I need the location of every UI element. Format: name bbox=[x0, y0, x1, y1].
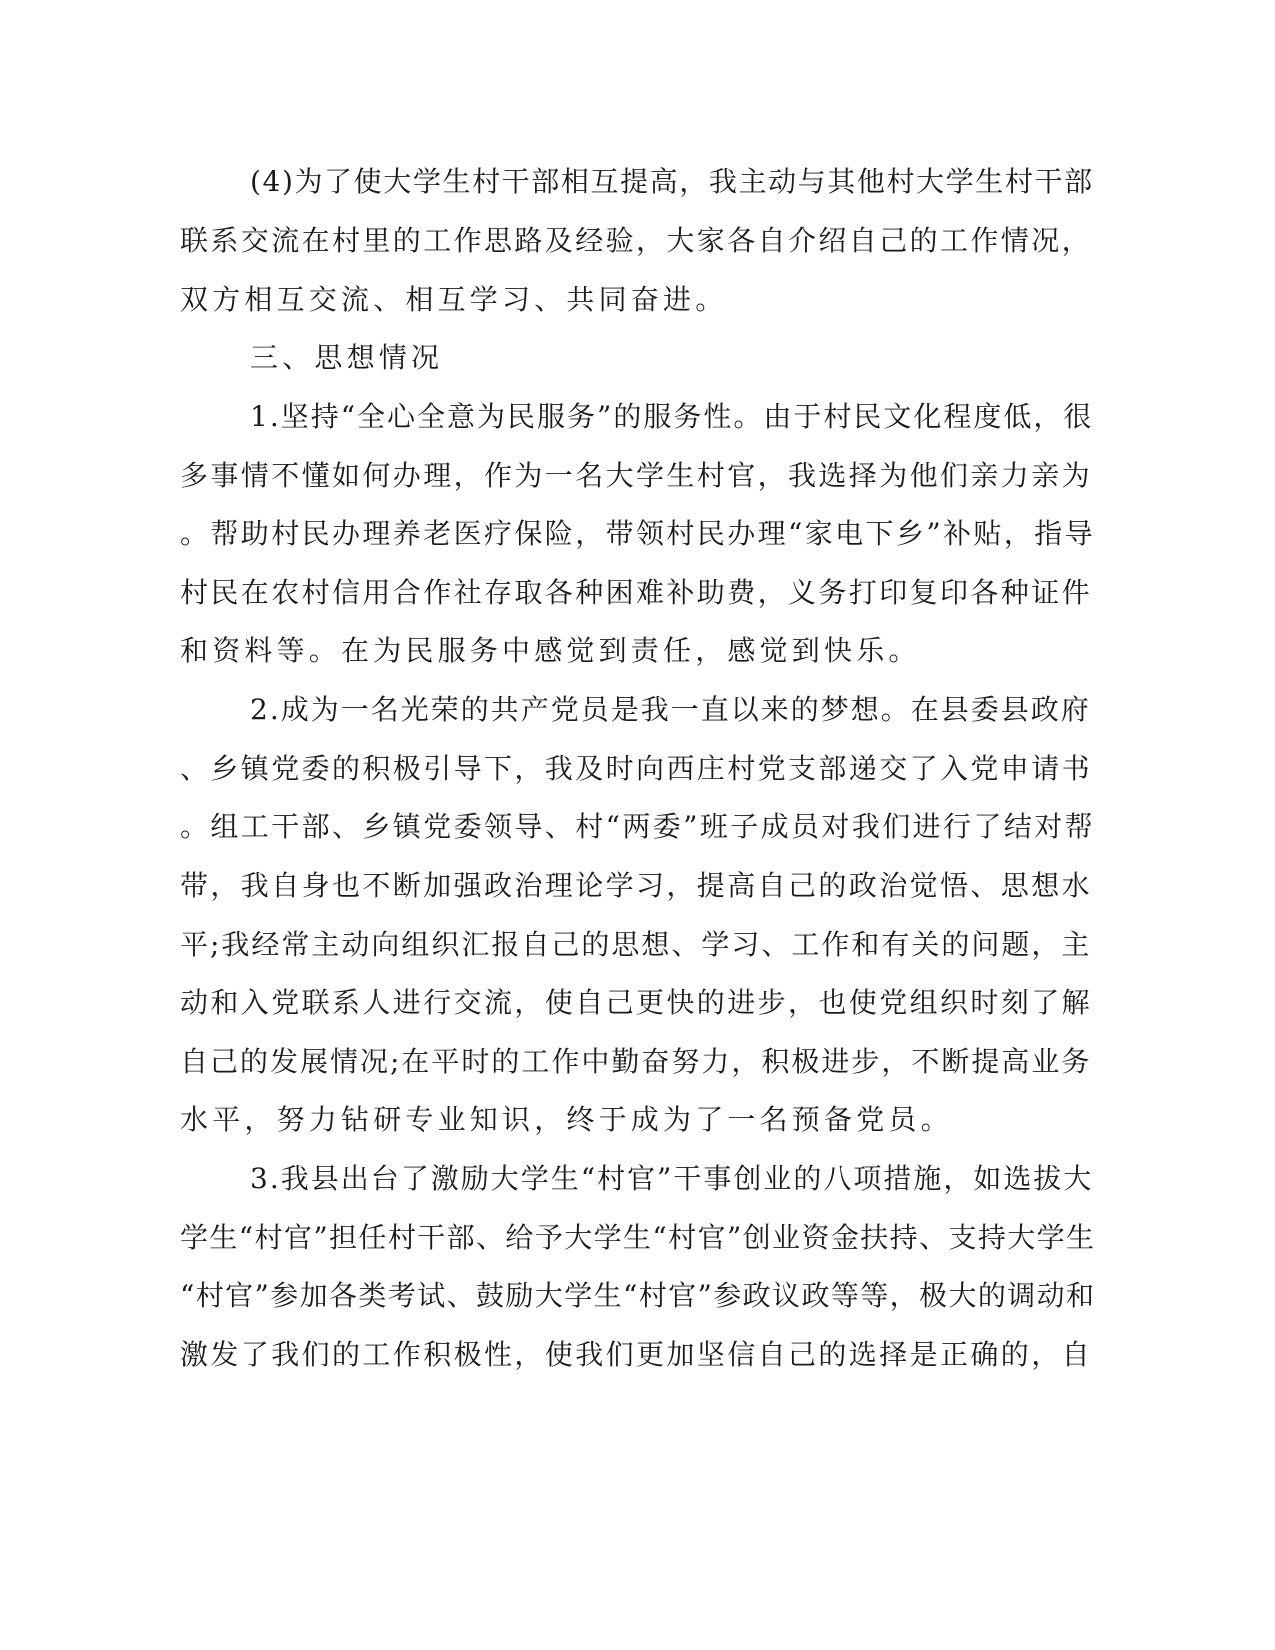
text-line: 激发了我们的工作积极性，使我们更加坚信自己的选择是正确的，自 bbox=[180, 1338, 1093, 1371]
text-line: “村官”参加各类考试、鼓励大学生“村官”参政议政等等，极大的调动和 bbox=[180, 1279, 1096, 1312]
text-line: 和资料等。在为民服务中感觉到责任，感觉到快乐。 bbox=[180, 634, 921, 667]
text-line: 2.成为一名光荣的共产党员是我一直以来的梦想。在县委县政府 bbox=[250, 693, 1091, 726]
text-line: 自己的发展情况;在平时的工作中勤奋努力，积极进步，不断提高业务 bbox=[180, 1045, 1092, 1078]
text-line: 双方相互交流、相互学习、共同奋进。 bbox=[180, 283, 728, 316]
text-line: 水平，努力钻研专业知识，终于成为了一名预备党员。 bbox=[180, 1103, 953, 1136]
text-line: 。帮助村民办理养老医疗保险，带领村民办理“家电下乡”补贴，指导 bbox=[180, 517, 1096, 550]
text-line: (4)为了使大学生村干部相互提高，我主动与其他村大学生村干部 bbox=[250, 165, 1094, 198]
text-line: 动和入党联系人进行交流，使自己更快的进步，也使党组织时刻了解 bbox=[180, 986, 1093, 1019]
section-heading: 三、思想情况 bbox=[250, 341, 444, 374]
text-line: 村民在农村信用合作社存取各种困难补助费，义务打印复印各种证件 bbox=[180, 576, 1093, 609]
text-line: 学生“村官”担任村干部、给予大学生“村官”创业资金扶持、支持大学生 bbox=[180, 1221, 1096, 1254]
text-line: 联系交流在村里的工作思路及经验，大家各自介绍自己的工作情况， bbox=[180, 224, 1093, 257]
text-line: 。组工干部、乡镇党委领导、村“两委”班子成员对我们进行了结对帮 bbox=[180, 810, 1096, 843]
text-line: 带，我自身也不断加强政治理论学习，提高自己的政治觉悟、思想水 bbox=[180, 869, 1093, 902]
text-line: 平;我经常主动向组织汇报自己的思想、学习、工作和有关的问题，主 bbox=[180, 928, 1092, 961]
text-line: 多事情不懂如何办理，作为一名大学生村官，我选择为他们亲力亲为 bbox=[180, 459, 1093, 492]
text-line: 、乡镇党委的积极引导下，我及时向西庄村党支部递交了入党申请书 bbox=[180, 752, 1093, 785]
text-line: 3.我县出台了激励大学生“村官”干事创业的八项措施，如选拔大 bbox=[250, 1162, 1094, 1195]
text-line: 1.坚持“全心全意为民服务”的服务性。由于村民文化程度低，很 bbox=[250, 400, 1094, 433]
